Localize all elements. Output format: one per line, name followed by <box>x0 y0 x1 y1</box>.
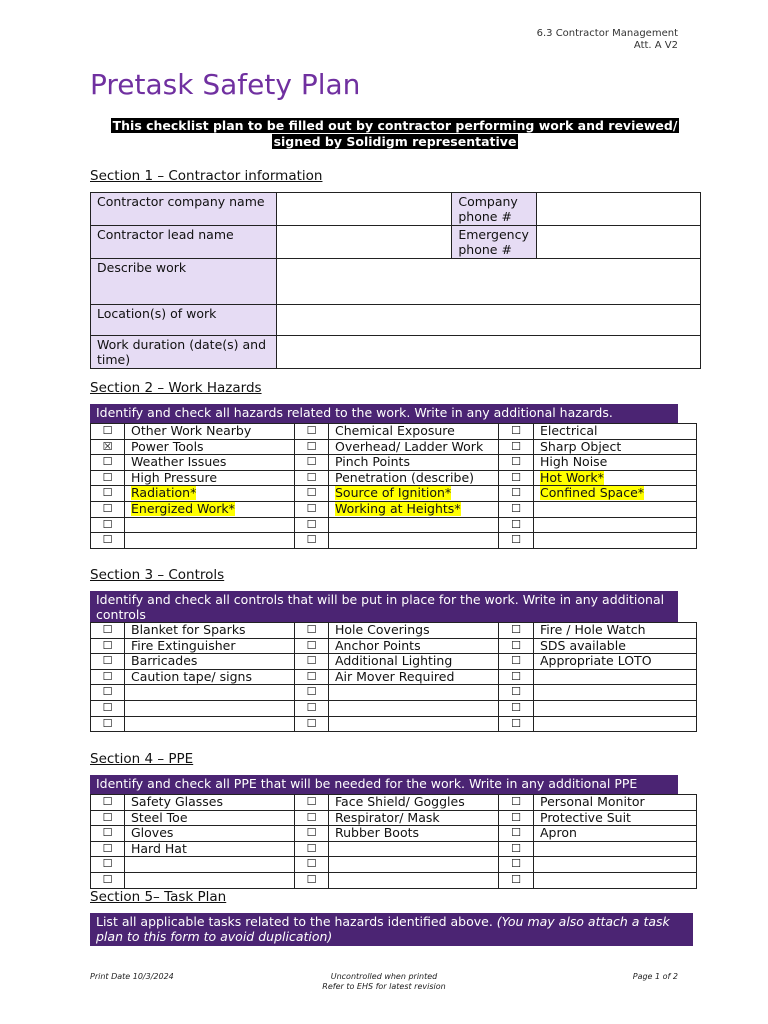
checklist-item-text: High Pressure <box>131 470 218 485</box>
checkbox[interactable]: ☐ <box>295 654 329 670</box>
checkbox[interactable]: ☐ <box>499 623 534 639</box>
checklist-item-label <box>125 486 295 502</box>
checkbox[interactable]: ☐ <box>91 424 125 440</box>
checklist-row <box>91 700 697 716</box>
checklist-row <box>91 623 697 639</box>
hazards-instruction-bar: Identify and check all hazards related to the work. Write in any additional hazards. <box>90 404 678 423</box>
checkbox[interactable]: ☐ <box>91 517 125 533</box>
checklist-item-label <box>329 501 499 517</box>
checklist-item-text: Appropriate LOTO <box>540 653 652 669</box>
checkbox[interactable]: ☐ <box>499 439 534 455</box>
checkbox[interactable]: ☐ <box>499 700 534 716</box>
checkbox[interactable]: ☐ <box>295 486 329 502</box>
checklist-item-text: Air Mover Required <box>335 669 455 684</box>
checklist-row <box>91 795 697 811</box>
checklist-item-text: Caution tape/ signs <box>131 669 252 684</box>
checklist-item-text: Anchor Points <box>335 638 421 653</box>
checklist-item-label[interactable] <box>329 517 499 533</box>
checkbox[interactable]: ☐ <box>91 654 125 670</box>
checklist-item-text: Overhead/ Ladder Work <box>335 439 484 454</box>
checkbox[interactable]: ☐ <box>295 669 329 685</box>
checklist-row <box>91 857 697 873</box>
checklist-item-text: Rubber Boots <box>335 825 420 841</box>
checklist-item-text: Penetration (describe) <box>335 470 475 485</box>
checklist-item-label <box>534 439 697 455</box>
checklist-row <box>91 716 697 732</box>
checklist-item-label <box>534 826 697 842</box>
checklist-item-text: Gloves <box>131 825 174 841</box>
checklist-item-text: SDS available <box>540 638 626 653</box>
checklist-item-label <box>534 810 697 826</box>
checklist-item-text: Sharp Object <box>540 439 622 454</box>
checkbox[interactable]: ☐ <box>91 501 125 517</box>
controls-instruction-bar: Identify and check all controls that will be put in place for the work. Write in any additional controls <box>90 591 678 622</box>
checklist-item-label <box>534 654 697 670</box>
checkbox[interactable]: ☐ <box>295 638 329 654</box>
section-4-heading: Section 4 – PPE <box>90 751 194 767</box>
checkbox[interactable]: ☐ <box>499 669 534 685</box>
checklist-item-label <box>329 669 499 685</box>
ppe-instruction-bar: Identify and check all PPE that will be needed for the work. Write in any additional PPE <box>90 775 678 794</box>
checkbox[interactable]: ☒ <box>91 439 125 455</box>
checklist-item-label <box>125 623 295 639</box>
duration-field[interactable] <box>276 336 700 369</box>
checkbox[interactable]: ☐ <box>295 517 329 533</box>
checklist-row <box>91 872 697 888</box>
checklist-item-text: Working at Heights* <box>335 501 461 516</box>
checkbox[interactable]: ☐ <box>295 533 329 549</box>
checkbox[interactable]: ☐ <box>499 470 534 486</box>
checklist-item-label <box>329 470 499 486</box>
company-name-field[interactable] <box>276 193 452 226</box>
checkbox[interactable]: ☐ <box>499 638 534 654</box>
checklist-item-text: Additional Lighting <box>335 653 453 669</box>
checklist-row <box>91 486 697 502</box>
checkbox[interactable]: ☐ <box>499 424 534 440</box>
checklist-item-label <box>329 826 499 842</box>
checklist-row <box>91 826 697 842</box>
checkbox[interactable]: ☐ <box>295 826 329 842</box>
checklist-item-label[interactable] <box>329 872 499 888</box>
checklist-item-label[interactable] <box>125 685 295 701</box>
checklist-item-text: Source of Ignition* <box>335 485 452 501</box>
checklist-item-label <box>534 795 697 811</box>
checklist-item-text: High Noise <box>540 454 608 470</box>
checklist-item-label[interactable] <box>329 685 499 701</box>
company-name-label: Contractor company name <box>91 193 277 226</box>
checkbox[interactable]: ☐ <box>499 455 534 471</box>
checklist-item-label <box>329 424 499 440</box>
checklist-row <box>91 517 697 533</box>
checklist-row <box>91 810 697 826</box>
checklist-item-text: Radiation* <box>131 485 197 501</box>
checkbox[interactable]: ☐ <box>499 872 534 888</box>
checkbox[interactable]: ☐ <box>91 623 125 639</box>
checklist-item-label[interactable] <box>125 533 295 549</box>
instruction-banner <box>90 118 700 150</box>
checklist-row <box>91 455 697 471</box>
checkbox[interactable]: ☐ <box>499 685 534 701</box>
checklist-item-label[interactable] <box>125 857 295 873</box>
checklist-item-label <box>534 424 697 440</box>
attachment-version: Att. A V2 <box>633 40 678 51</box>
checklist-row <box>91 470 697 486</box>
checklist-item-label[interactable] <box>534 685 697 701</box>
checklist-item-label <box>329 486 499 502</box>
checklist-item-label <box>534 623 697 639</box>
checkbox[interactable]: ☐ <box>91 700 125 716</box>
checklist-item-label <box>534 486 697 502</box>
checklist-item-label[interactable] <box>329 700 499 716</box>
checklist-item-label <box>125 669 295 685</box>
checklist-item-text: Personal Monitor <box>540 794 645 809</box>
company-phone-label: Company phone # <box>452 193 537 226</box>
checkbox[interactable]: ☐ <box>91 669 125 685</box>
checklist-item-label[interactable] <box>534 716 697 732</box>
checklist-item-label <box>125 501 295 517</box>
print-date: Print Date 10/3/2024 <box>90 972 174 981</box>
lead-name-label: Contractor lead name <box>91 226 277 259</box>
checklist-item-label[interactable] <box>329 716 499 732</box>
checkbox[interactable]: ☐ <box>91 872 125 888</box>
checklist-item-label <box>329 795 499 811</box>
checklist-item-label <box>125 826 295 842</box>
checklist-row <box>91 669 697 685</box>
checkbox[interactable]: ☐ <box>499 810 534 826</box>
page-title: Pretask Safety Plan <box>90 68 361 101</box>
checkbox[interactable]: ☐ <box>295 841 329 857</box>
checkbox[interactable]: ☐ <box>91 638 125 654</box>
checklist-item-label <box>534 470 697 486</box>
checklist-item-label <box>329 810 499 826</box>
checkbox[interactable]: ☐ <box>295 424 329 440</box>
checklist-item-text: Respirator/ Mask <box>335 810 440 825</box>
checklist-item-text: Chemical Exposure <box>335 423 455 438</box>
checklist-item-text: Weather Issues <box>131 454 227 470</box>
checklist-item-label[interactable] <box>125 872 295 888</box>
checkbox[interactable]: ☐ <box>499 517 534 533</box>
checklist-row <box>91 841 697 857</box>
emergency-phone-field[interactable] <box>537 226 701 259</box>
checklist-item-text: Blanket for Sparks <box>131 622 246 637</box>
checklist-item-label[interactable] <box>329 841 499 857</box>
checkbox[interactable]: ☐ <box>91 857 125 873</box>
checklist-item-label <box>329 439 499 455</box>
checkbox[interactable]: ☐ <box>499 486 534 502</box>
checklist-item-label <box>329 638 499 654</box>
checkbox[interactable]: ☐ <box>295 810 329 826</box>
checklist-item-label[interactable] <box>125 700 295 716</box>
hazards-checklist <box>90 423 697 549</box>
checklist-item-text: Barricades <box>131 653 198 669</box>
ppe-checklist <box>90 794 697 889</box>
checkbox[interactable]: ☐ <box>499 533 534 549</box>
company-phone-field[interactable] <box>537 193 701 226</box>
uncontrolled-notice: Uncontrolled when printed Refer to EHS for latest revision <box>322 972 446 991</box>
location-label: Location(s) of work <box>91 305 277 336</box>
checkbox[interactable]: ☐ <box>499 501 534 517</box>
checkbox[interactable]: ☐ <box>295 716 329 732</box>
checklist-item-label <box>125 424 295 440</box>
task-plan-instruction-bar: List all applicable tasks related to the hazards identified above. (You may also attach a task plan to this form to avoid duplication) <box>90 913 693 946</box>
lead-name-field[interactable] <box>276 226 452 259</box>
checklist-item-text: Other Work Nearby <box>131 423 252 438</box>
checklist-item-text: Hard Hat <box>131 841 187 856</box>
checklist-item-label <box>329 654 499 670</box>
contractor-info-table <box>90 192 701 369</box>
checklist-item-text: Fire / Hole Watch <box>540 622 646 637</box>
checklist-item-label <box>534 455 697 471</box>
checkbox[interactable]: ☐ <box>499 716 534 732</box>
checklist-item-label <box>125 841 295 857</box>
checkbox[interactable]: ☐ <box>91 810 125 826</box>
checkbox[interactable]: ☐ <box>91 533 125 549</box>
checkbox[interactable]: ☐ <box>295 857 329 873</box>
checklist-item-label[interactable] <box>534 841 697 857</box>
checklist-row <box>91 439 697 455</box>
checklist-item-label[interactable] <box>329 533 499 549</box>
checkbox[interactable]: ☐ <box>91 795 125 811</box>
checkbox[interactable]: ☐ <box>91 826 125 842</box>
checklist-item-label[interactable] <box>125 517 295 533</box>
controls-checklist <box>90 622 697 732</box>
section-1-heading: Section 1 – Contractor information <box>90 168 323 184</box>
checkbox[interactable]: ☐ <box>499 857 534 873</box>
duration-label: Work duration (date(s) and time) <box>91 336 277 369</box>
checklist-item-text: Power Tools <box>131 439 204 454</box>
checkbox[interactable]: ☐ <box>295 623 329 639</box>
location-field[interactable] <box>276 305 700 336</box>
checkbox[interactable]: ☐ <box>499 841 534 857</box>
checklist-item-label[interactable] <box>534 533 697 549</box>
checkbox[interactable]: ☐ <box>91 716 125 732</box>
checklist-item-text: Hole Coverings <box>335 622 430 637</box>
checklist-item-text: Apron <box>540 825 577 841</box>
checklist-item-label <box>534 638 697 654</box>
checklist-item-label[interactable] <box>125 716 295 732</box>
checkbox[interactable]: ☐ <box>499 654 534 670</box>
page-number: Page 1 of 2 <box>632 972 678 981</box>
checkbox[interactable]: ☐ <box>295 872 329 888</box>
checklist-item-label[interactable] <box>534 501 697 517</box>
banner-line-1: This checklist plan to be filled out by contractor performing work and reviewed/ <box>112 118 678 133</box>
checkbox[interactable]: ☐ <box>91 455 125 471</box>
checklist-item-label <box>125 638 295 654</box>
checklist-item-text: Fire Extinguisher <box>131 638 236 653</box>
checklist-item-label <box>125 795 295 811</box>
document-reference <box>537 28 678 52</box>
checklist-row <box>91 654 697 670</box>
checklist-item-label <box>125 455 295 471</box>
checklist-item-text: Energized Work* <box>131 501 235 516</box>
checklist-item-text: Hot Work* <box>540 470 604 485</box>
checklist-item-text: Safety Glasses <box>131 794 224 809</box>
checkbox[interactable]: ☐ <box>295 501 329 517</box>
checkbox[interactable]: ☐ <box>91 486 125 502</box>
checkbox[interactable]: ☐ <box>91 470 125 486</box>
checklist-item-label <box>125 810 295 826</box>
checklist-row <box>91 638 697 654</box>
checkbox[interactable]: ☐ <box>91 841 125 857</box>
checklist-row <box>91 685 697 701</box>
document-section-ref: 6.3 Contractor Management <box>536 28 678 39</box>
banner-line-2: signed by Solidigm representative <box>273 134 517 149</box>
checklist-item-label[interactable] <box>534 517 697 533</box>
describe-work-field[interactable] <box>276 259 700 305</box>
checklist-item-label <box>329 455 499 471</box>
checkbox[interactable]: ☐ <box>295 685 329 701</box>
checkbox[interactable]: ☐ <box>295 455 329 471</box>
checklist-item-label[interactable] <box>534 669 697 685</box>
checklist-row <box>91 533 697 549</box>
checkbox[interactable]: ☐ <box>295 439 329 455</box>
checklist-item-text: Protective Suit <box>540 810 631 825</box>
checklist-item-text: Pinch Points <box>335 454 410 470</box>
checklist-row <box>91 424 697 440</box>
emergency-phone-label: Emergency phone # <box>452 226 537 259</box>
section-3-heading: Section 3 – Controls <box>90 567 225 583</box>
checkbox[interactable]: ☐ <box>499 826 534 842</box>
describe-work-label: Describe work <box>91 259 277 305</box>
checkbox[interactable]: ☐ <box>499 795 534 811</box>
checklist-item-label[interactable] <box>534 700 697 716</box>
checklist-item-label[interactable] <box>534 857 697 873</box>
checklist-item-text: Electrical <box>540 423 598 438</box>
checkbox[interactable]: ☐ <box>91 685 125 701</box>
checklist-item-text: Face Shield/ Goggles <box>335 794 465 809</box>
checklist-item-label[interactable] <box>534 872 697 888</box>
section-5-heading: Section 5– Task Plan <box>90 889 227 905</box>
checklist-item-label <box>125 654 295 670</box>
checklist-item-label <box>125 439 295 455</box>
section-2-heading: Section 2 – Work Hazards <box>90 380 262 396</box>
checkbox[interactable]: ☐ <box>295 470 329 486</box>
checklist-item-text: Steel Toe <box>131 810 188 825</box>
checkbox[interactable]: ☐ <box>295 700 329 716</box>
checklist-item-text: Confined Space* <box>540 485 645 501</box>
checklist-row <box>91 501 697 517</box>
checklist-item-label <box>125 470 295 486</box>
checkbox[interactable]: ☐ <box>295 795 329 811</box>
checklist-item-label <box>329 623 499 639</box>
checklist-item-label[interactable] <box>329 857 499 873</box>
